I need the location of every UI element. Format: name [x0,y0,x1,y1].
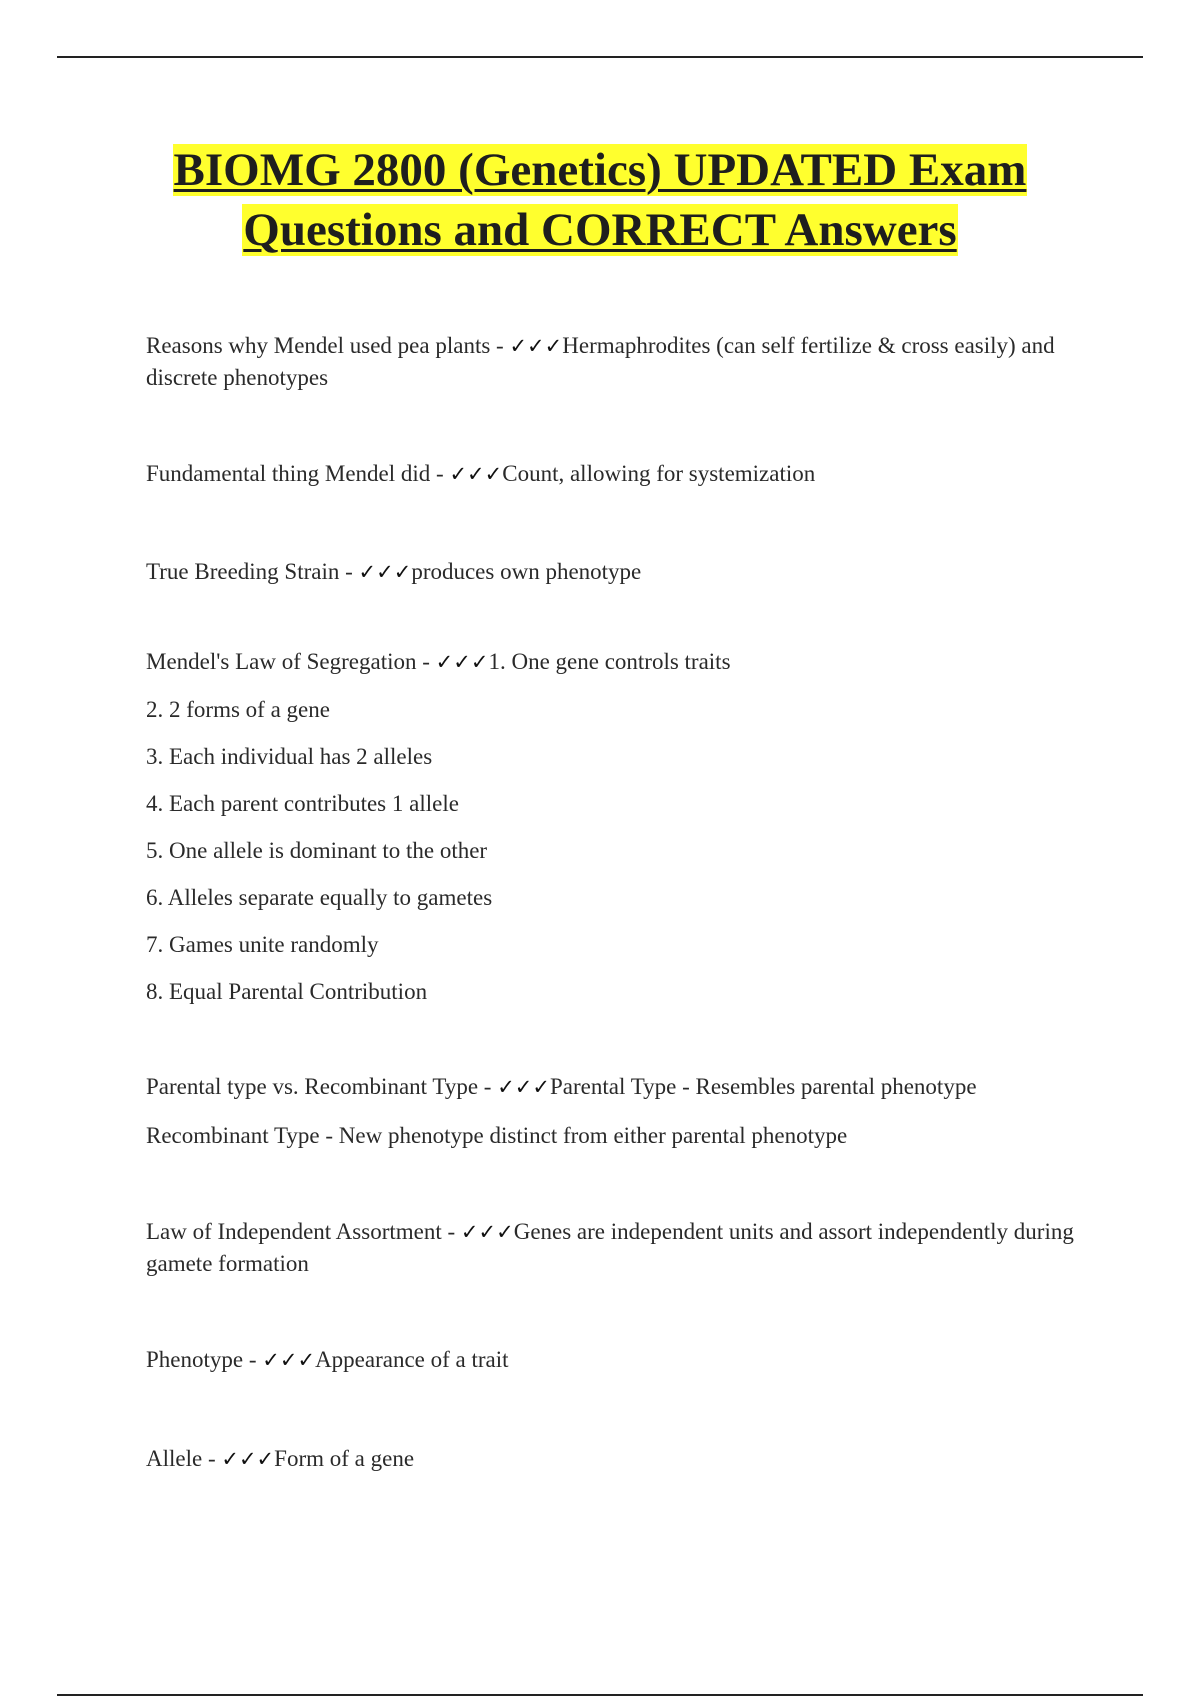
list-item: Recombinant Type - New phenotype distinct from either parental phenotype [146,1123,848,1148]
qa-entry [146,638,1076,1015]
list-item: 2. 2 forms of a gene [146,697,330,722]
bottom-rule [57,1694,1143,1696]
qa-entry [146,1062,1076,1159]
title-line-2: Questions and CORRECT Answers [243,204,957,256]
top-rule [57,56,1143,58]
check-marks-icon: ✓✓✓ [435,650,489,674]
answer-text: Appearance of a trait [315,1347,509,1372]
title-line-1: BIOMG 2800 (Genetics) UPDATED Exam [173,144,1027,196]
list-item: 5. One allele is dominant to the other [146,838,488,863]
question-term: True Breeding Strain - [146,559,359,584]
qa-entry [146,330,1076,393]
check-marks-icon: ✓✓✓ [221,1447,275,1471]
question-term: Parental type vs. Recombinant Type - [146,1074,498,1099]
list-item: 3. Each individual has 2 alleles [146,744,433,769]
answer-text: Count, allowing for systemization [502,461,816,486]
qa-entry [146,1216,1076,1279]
qa-entry [146,556,1076,588]
check-marks-icon: ✓✓✓ [460,1220,514,1244]
question-term: Law of Independent Assortment - [146,1219,461,1244]
list-item: 6. Alleles separate equally to gametes [146,885,493,910]
answer-text: 1. One gene controls traits [488,649,731,674]
qa-list [146,330,1076,1475]
qa-entry [146,1344,1076,1376]
check-marks-icon: ✓✓✓ [262,1348,316,1372]
check-marks-icon: ✓✓✓ [497,1075,550,1099]
check-marks-icon: ✓✓✓ [509,334,563,358]
qa-entry [146,1443,1076,1475]
answer-text: produces own phenotype [411,559,642,584]
question-term: Allele - [146,1446,222,1471]
list-item: 4. Each parent contributes 1 allele [146,791,459,816]
question-term: Fundamental thing Mendel did - [146,461,450,486]
list-item: 7. Games unite randomly [146,932,379,957]
question-term: Mendel's Law of Segregation - [146,649,436,674]
answer-text: Parental Type - Resembles parental phenotype [550,1074,977,1099]
document-title [0,140,1200,260]
answer-text: Form of a gene [274,1446,415,1471]
qa-entry-first-line [146,1062,1076,1112]
question-term: Phenotype - [146,1347,263,1372]
answer-text: Hermaphrodites (can self fertilize & cross easily) and discrete phenotypes [146,333,1055,390]
qa-entry-first-line [146,638,1076,686]
qa-entry [146,458,1076,490]
list-item: 8. Equal Parental Contribution [146,979,428,1004]
question-term: Reasons why Mendel used pea plants - [146,333,510,358]
check-marks-icon: ✓✓✓ [449,462,503,486]
check-marks-icon: ✓✓✓ [358,560,412,584]
answer-text: Genes are independent units and assort independently during gamete formation [146,1219,1074,1276]
